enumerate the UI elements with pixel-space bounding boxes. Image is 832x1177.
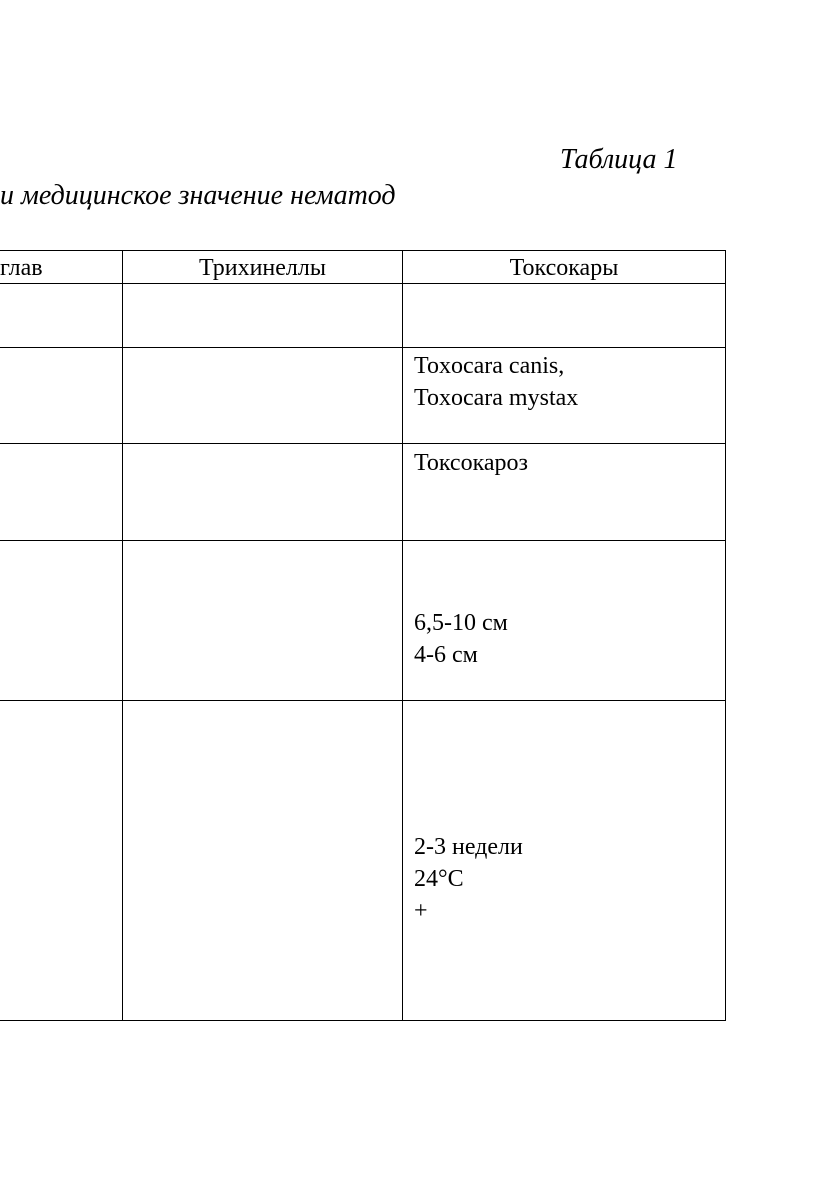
table-row-divider <box>0 443 726 444</box>
header-cell-toxocara: Токсокары <box>509 255 619 281</box>
table-cell-toxocara: Токсокароз <box>414 450 528 476</box>
table-row-divider <box>0 347 726 348</box>
table-cell-toxocara: Toxocara mystax <box>414 385 579 411</box>
table-border-top <box>0 250 726 251</box>
table-column-divider <box>122 250 123 1020</box>
table-border-bottom <box>0 1020 726 1021</box>
table-cell-toxocara: + <box>414 898 428 924</box>
table-cell-toxocara: 6,5-10 см <box>414 610 508 636</box>
header-cell-col1: глав <box>0 255 43 281</box>
table-border-right <box>725 250 726 1020</box>
table-cell-toxocara: 24°C <box>414 866 464 892</box>
table-column-divider <box>402 250 403 1020</box>
table-row-divider <box>0 540 726 541</box>
table-caption: и медицинское значение нематод <box>0 180 396 211</box>
table-row-divider <box>0 700 726 701</box>
table-cell-toxocara: Toxocara canis, <box>414 353 565 379</box>
table-number: Таблица 1 <box>560 144 678 175</box>
table-cell-toxocara: 4-6 см <box>414 642 478 668</box>
table-cell-toxocara: 2-3 недели <box>414 834 523 860</box>
header-cell-trichinella: Трихинеллы <box>198 255 326 281</box>
